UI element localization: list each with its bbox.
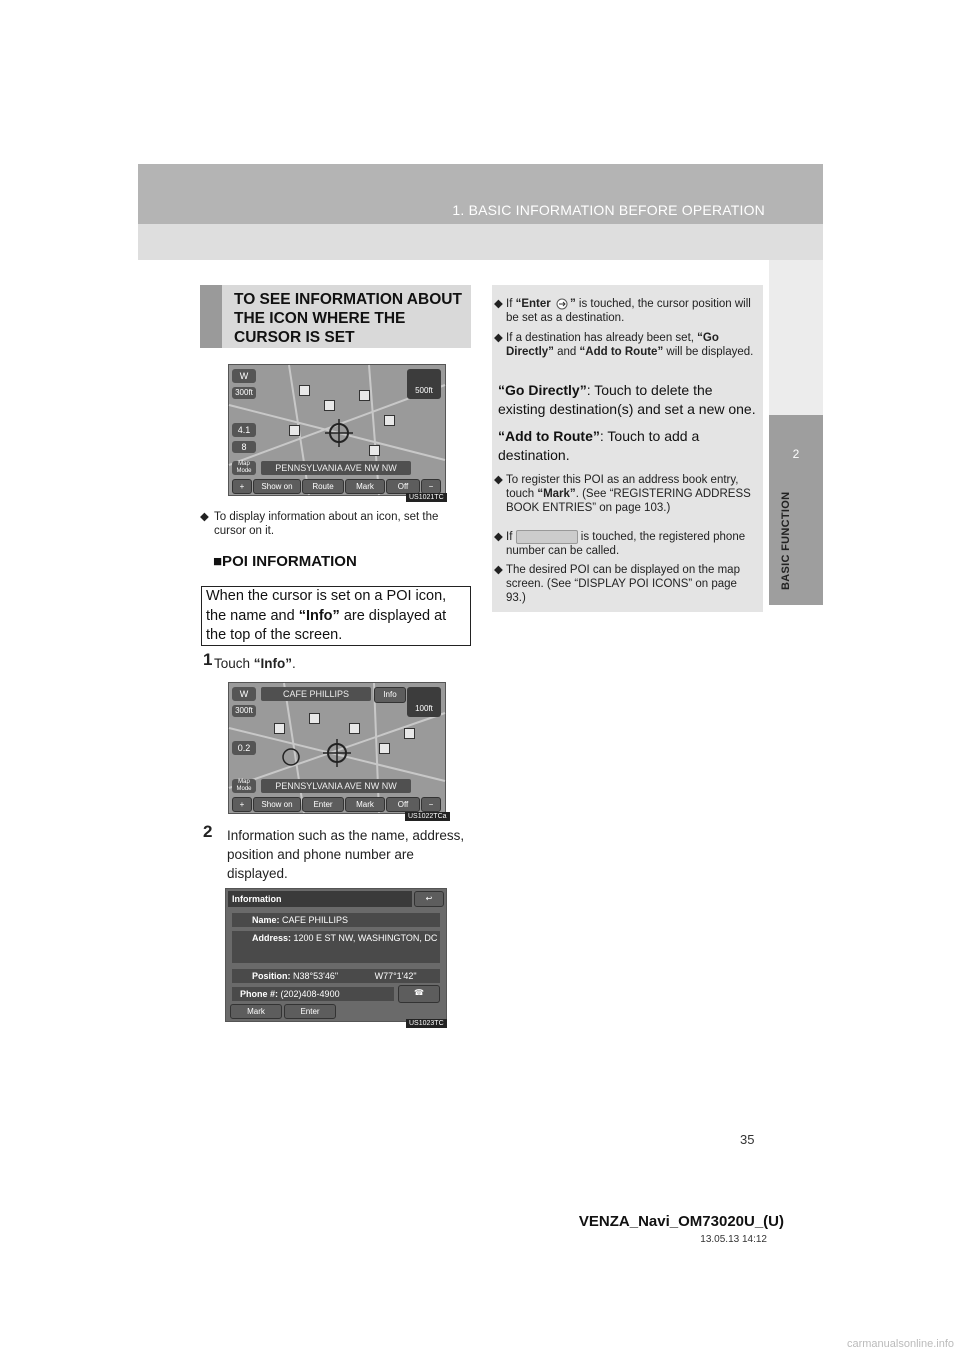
add-to-route-desc: “Add to Route”: Touch to add a destination.: [498, 428, 700, 463]
step-2: 2 Information such as the name, address, position and phone number are displayed.: [203, 822, 465, 881]
section-heading-accent: [200, 285, 222, 348]
scale-label: 300ft: [232, 387, 256, 399]
poi-icon: [299, 385, 310, 396]
note-phone: ◆ If is touched, the registered phone number can be called.: [494, 531, 746, 558]
poi-icon: [379, 743, 390, 754]
header-subband: [138, 224, 823, 260]
poi-icon: [324, 400, 335, 411]
image-code: US1021TC: [406, 493, 447, 502]
chapter-label: BASIC FUNCTION: [780, 491, 792, 590]
phone-row: Phone #: (202)408-4900: [232, 987, 394, 1001]
show-on-map-button: Show on Map: [253, 797, 301, 812]
mark-button: Mark: [230, 1004, 282, 1019]
back-icon: ↩: [414, 891, 444, 907]
phone-call-icon: ☎: [398, 985, 440, 1003]
diamond-bullet-icon: ◆: [494, 474, 503, 486]
poi-icon: [369, 445, 380, 456]
mark-button: Mark: [345, 797, 385, 812]
go-directly-desc: “Go Directly”: Touch to delete the existing destination(s) and set a new one.: [498, 382, 756, 417]
street-name: PENNSYLVANIA AVE NW NW: [261, 779, 411, 793]
note-display-poi: ◆ The desired POI can be displayed on the map screen. (See “DISPLAY POI ICONS” on page 93.): [494, 564, 740, 604]
diamond-bullet-icon: ◆: [494, 298, 503, 310]
image-code: US1023TC: [406, 1019, 447, 1028]
poi-icon: [404, 728, 415, 739]
turn-distance: 500ft: [407, 369, 441, 399]
watermark: carmanualsonline.info: [846, 1338, 954, 1350]
diamond-bullet-icon: ◆: [494, 531, 503, 543]
scale-label: 300ft: [232, 705, 256, 717]
diamond-bullet-icon: ◆: [494, 564, 503, 576]
heading-button: W: [232, 687, 256, 701]
information-screen: [225, 888, 447, 1022]
section-heading: TO SEE INFORMATION ABOUT THE ICON WHERE THE CURSOR IS SET: [234, 291, 462, 346]
poi-icon: [359, 390, 370, 401]
side-tab-chapter: [769, 415, 823, 605]
map-mode-button: Map Mode: [232, 461, 256, 475]
image-code: US1022TCa: [405, 812, 450, 821]
note-cursor: ◆ To display information about an icon, set the cursor on it.: [200, 511, 439, 537]
notes-box: [492, 285, 763, 612]
turn-distance: 100ft: [407, 687, 441, 717]
info-title: Information: [228, 891, 412, 907]
note-mark: ◆ To register this POI as an address book entry, touch “Mark”. (See “REGISTERING ADDRESS BOOK ENTRIES” on page 103.): [494, 474, 751, 514]
phone-button-icon: [516, 530, 578, 544]
off-button: Off: [386, 479, 420, 494]
poi-icon: [289, 425, 300, 436]
note-enter: ◆ If “Enter ” is touched, the cursor position will be set as a destination.: [494, 298, 751, 324]
zoom-out-icon: −: [421, 479, 441, 494]
zoom-out-icon: −: [421, 797, 441, 812]
map-mode-button: Map Mode: [232, 779, 256, 793]
step-1: 1 Touch “Info”.: [203, 650, 296, 671]
enter-icon: [554, 298, 570, 310]
street-name: PENNSYLVANIA AVE NW NW: [261, 461, 411, 475]
mark-button: Mark: [345, 479, 385, 494]
enter-button: Enter: [284, 1004, 336, 1019]
enter-button: Enter: [302, 797, 344, 812]
info-button: Info: [374, 687, 406, 703]
poi-icon: [349, 723, 360, 734]
page-number: 35: [740, 1132, 755, 1147]
diamond-bullet-icon: ◆: [494, 332, 503, 344]
diamond-bullet-icon: ◆: [200, 511, 209, 523]
off-button: Off: [386, 797, 420, 812]
side-tab-upper: [769, 260, 823, 415]
document-code: VENZA_Navi_OM73020U_(U): [578, 1213, 784, 1230]
address-row: Address: 1200 E ST NW, WASHINGTON, DC: [232, 931, 440, 963]
zoom-in-icon: +: [232, 479, 252, 494]
poi-name-bar: CAFE PHILLIPS: [261, 687, 371, 701]
name-row: Name: CAFE PHILLIPS: [232, 913, 440, 927]
poi-information-heading: ■POI INFORMATION: [213, 553, 357, 570]
position-row: Position: N38°53'46" W77°1'42": [232, 969, 440, 983]
print-timestamp: 13.05.13 14:12: [700, 1234, 767, 1245]
chapter-number: 2: [792, 447, 800, 461]
poi-info-box: When the cursor is set on a POI icon, the name and “Info” are displayed at the top of the screen.: [201, 586, 471, 646]
poi-icon: [384, 415, 395, 426]
poi-icon: [274, 723, 285, 734]
poi-icon: [309, 713, 320, 724]
zoom-in-icon: +: [232, 797, 252, 812]
route-button: Route: [302, 479, 344, 494]
side-value: 0.2: [232, 741, 256, 755]
note-destination-set: ◆ If a destination has already been set, “Go Directly” and “Add to Route” will be displayed.: [494, 332, 754, 358]
side-value: 4.1: [232, 423, 256, 437]
heading-button: W: [232, 369, 256, 383]
section-title: 1. BASIC INFORMATION BEFORE OPERATION: [452, 202, 765, 218]
side-value-2: 8: [232, 441, 256, 453]
show-on-map-button: Show on Map: [253, 479, 301, 494]
